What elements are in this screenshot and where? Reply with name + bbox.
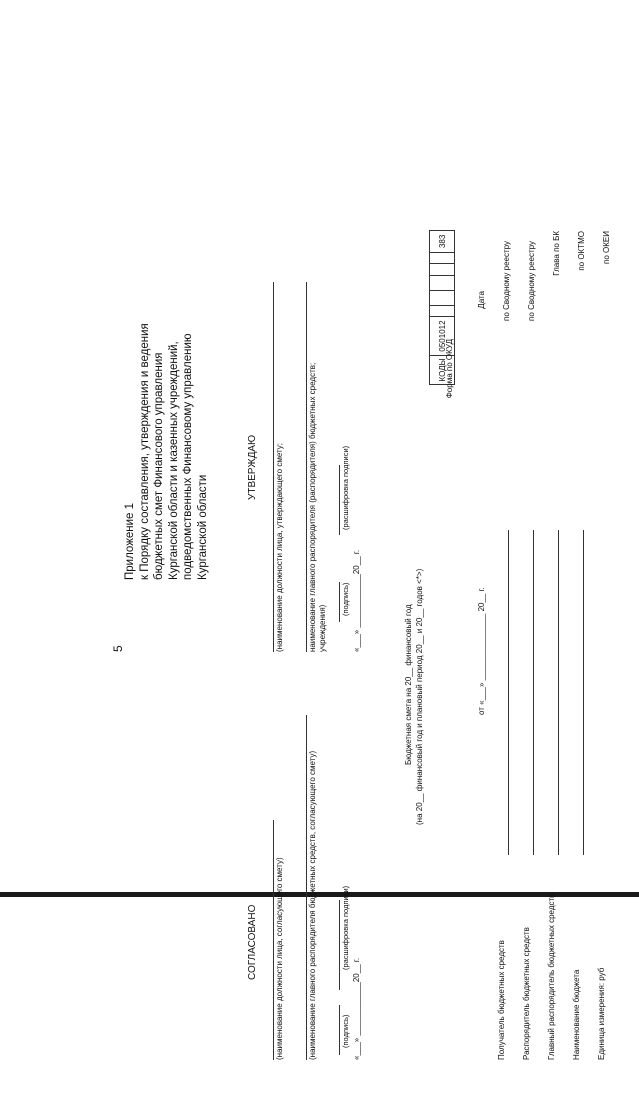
approve-decode-caption: (расшифровка подписи) [341, 445, 350, 530]
code-okei: 383 [430, 231, 455, 253]
field-main-distributor: Главный распорядитель бюджетных средств [547, 893, 556, 1060]
agree-title: СОГЛАСОВАНО [247, 904, 258, 980]
approve-date: «___» ____________20__ г. [352, 549, 361, 652]
codes-header: КОДЫ [430, 355, 455, 384]
budget-title: Бюджетная смета на 20__ финансовый год [404, 604, 413, 765]
agree-signature-line [339, 1005, 340, 1055]
label-bk: Глава по БК [552, 231, 561, 276]
agree-decode-caption: (расшифровка подписи) [341, 885, 350, 970]
agree-position-caption: (наименование должности лица, согласующего смету) [275, 857, 284, 1060]
approve-title: УТВЕРЖДАЮ [247, 434, 258, 500]
document-page [11, 230, 631, 1110]
approve-signature-line [339, 582, 340, 622]
approve-signature-caption: (подпись) [341, 582, 350, 616]
appendix-line: подведомственных Финансовому управлению [182, 333, 194, 580]
label-okei: по ОКЕИ [602, 231, 611, 264]
appendix-line: Курганской области [196, 474, 209, 580]
page-number: 5 [111, 645, 125, 652]
code-oktmo [430, 252, 455, 263]
label-date: Дата [477, 291, 486, 309]
approve-manager-line [306, 282, 307, 652]
field-budget-name: Наименование бюджета [572, 969, 581, 1060]
budget-subtitle: (на 20__ финансовый год и плановый период 20__ и 20__ годов <*>) [415, 568, 424, 825]
agree-signature-caption: (подпись) [341, 1014, 350, 1048]
field-distributor-line [533, 530, 534, 855]
label-svod-1: по Сводному реестру [502, 241, 511, 321]
approve-position-line [273, 282, 274, 652]
code-svod-2 [430, 276, 455, 291]
field-main-distributor-line [558, 530, 559, 855]
approve-manager-caption: наименование главного распорядителя (распорядителя) бюджетных средств; [308, 362, 317, 652]
field-distributor: Распорядитель бюджетных средств [522, 927, 531, 1060]
approve-decode-line [339, 465, 340, 535]
field-recipient: Получатель бюджетных средств [497, 940, 506, 1060]
code-svod-1 [430, 290, 455, 305]
code-okud: 0501012 [430, 317, 455, 356]
field-recipient-line [508, 530, 509, 855]
agree-decode-line [339, 900, 340, 990]
appendix-block [123, 323, 210, 580]
approve-position-caption: (наименование должности лица, утверждающего смету; [275, 443, 284, 652]
budget-date: от «___» _______________ 20__ г. [477, 587, 486, 715]
code-date [430, 305, 455, 317]
appendix-line: Курганской области и казенных учреждений, [167, 341, 180, 580]
field-unit: Единица измерения: руб [597, 967, 606, 1060]
approve-manager-caption-2: учреждения) [318, 604, 327, 652]
appendix-line: к Порядку составления, утверждения и ведения [138, 323, 151, 580]
label-svod-2: по Сводному реестру [527, 241, 536, 321]
agree-date: «___» ____________20__ г. [352, 957, 361, 1060]
label-okud: Форма по ОКУД [445, 339, 454, 399]
label-oktmo: по ОКТМО [577, 231, 586, 271]
code-bk [430, 263, 455, 275]
appendix-line: Приложение 1 [124, 502, 136, 580]
agree-manager-line [306, 715, 307, 1060]
appendix-line: бюджетных смет Финансового управления [153, 352, 165, 580]
agree-manager-caption: (наименование главного распорядителя бюджетных средств, согласующего смету) [308, 750, 317, 1060]
agree-position-line [273, 820, 274, 1060]
field-budget-name-line [583, 530, 584, 855]
